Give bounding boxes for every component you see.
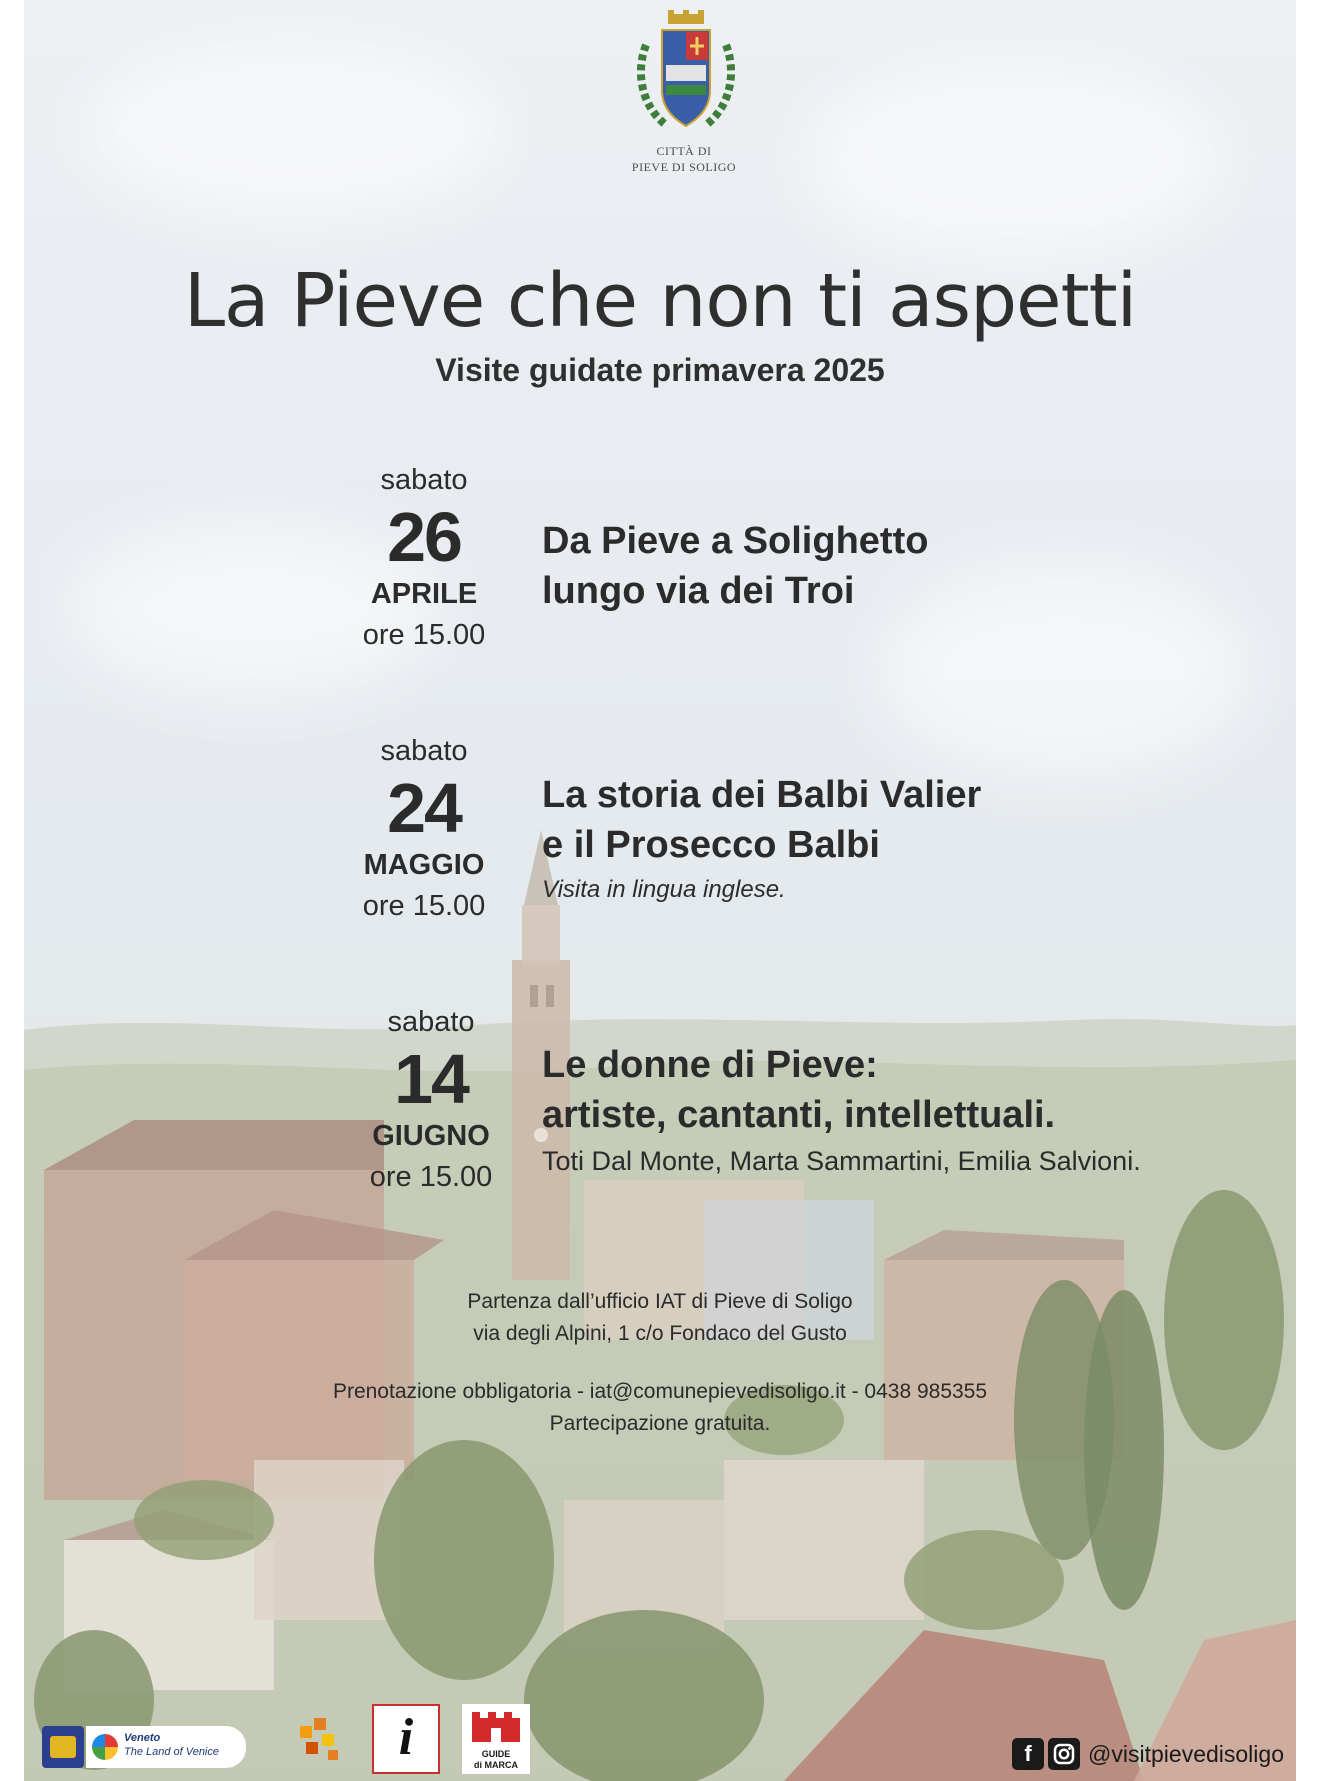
- event-weekday: sabato: [387, 1006, 475, 1038]
- event-note: Visita in lingua inglese.: [542, 876, 786, 903]
- instagram-icon[interactable]: [1048, 1738, 1080, 1770]
- event-date-3: [336, 1004, 526, 1200]
- event-time: ore 15.00: [362, 619, 486, 651]
- veneto-star-icon: [92, 1734, 118, 1760]
- event-month: APRILE: [370, 578, 478, 610]
- guide-logo-line2: di MARCA: [474, 1760, 518, 1770]
- event-time: ore 15.00: [362, 890, 486, 922]
- info-icon: i: [398, 1709, 414, 1766]
- crest-caption-line2: PIEVE DI SOLIGO: [631, 160, 737, 174]
- event-date-1: [329, 462, 519, 658]
- castle-icon: [462, 1704, 530, 1744]
- event-title-line1: Da Pieve a Solighetto: [542, 520, 929, 562]
- event-weekday: sabato: [380, 735, 468, 767]
- event-3: [542, 1040, 1141, 1182]
- booking-info: [24, 1376, 1296, 1440]
- event-title-line2: artiste, cantanti, intellettuali.: [542, 1094, 1056, 1136]
- event-weekday: sabato: [380, 464, 468, 496]
- info-point-logo: [372, 1704, 440, 1774]
- event-title-line2: lungo via dei Troi: [542, 570, 855, 612]
- event-2: [542, 770, 981, 910]
- facebook-icon[interactable]: f: [1012, 1738, 1044, 1770]
- veneto-logo-title: Veneto: [124, 1732, 161, 1744]
- guide-logo-line1: GUIDE: [481, 1749, 511, 1759]
- event-day: 14: [394, 1040, 468, 1118]
- tourism-consortium-logo: [292, 1712, 350, 1770]
- event-date-2: [329, 733, 519, 929]
- poster: [24, 0, 1296, 1781]
- departure-info: [24, 1286, 1296, 1350]
- page-title: La Pieve che non ti aspetti: [183, 258, 1137, 344]
- guide-di-marca-logo: [462, 1704, 530, 1774]
- event-note: Toti Dal Monte, Marta Sammartini, Emilia Salvioni.: [542, 1146, 1141, 1176]
- event-title-line1: La storia dei Balbi Valier: [542, 774, 982, 816]
- region-emblem-logo: [42, 1726, 84, 1768]
- crest-caption-line1: CITTÀ DI: [656, 144, 712, 158]
- event-title-line2: e il Prosecco Balbi: [542, 824, 880, 866]
- event-day: 24: [387, 769, 461, 847]
- social-handle-block: [1012, 1738, 1284, 1770]
- event-month: MAGGIO: [363, 849, 485, 881]
- departure-line1: Partenza dall’ufficio IAT di Pieve di Soligo: [467, 1290, 853, 1313]
- event-1: [542, 516, 928, 616]
- departure-line2: via degli Alpini, 1 c/o Fondaco del Gusto: [473, 1322, 847, 1345]
- event-title-line1: Le donne di Pieve:: [542, 1044, 878, 1086]
- event-day: 26: [387, 498, 461, 576]
- crest-caption: [584, 143, 784, 175]
- event-time: ore 15.00: [369, 1161, 493, 1193]
- page-subtitle: Visite guidate primavera 2025: [435, 352, 885, 388]
- event-month: GIUGNO: [372, 1120, 490, 1152]
- social-handle[interactable]: @visitpievedisoligo: [1088, 1740, 1284, 1767]
- veneto-logo: [86, 1726, 246, 1768]
- booking-line2: Partecipazione gratuita.: [549, 1412, 771, 1435]
- veneto-logo-tagline: The Land of Venice: [124, 1746, 219, 1758]
- booking-line1: Prenotazione obbligatoria - iat@comunepievedisoligo.it - 0438 985355: [332, 1380, 988, 1403]
